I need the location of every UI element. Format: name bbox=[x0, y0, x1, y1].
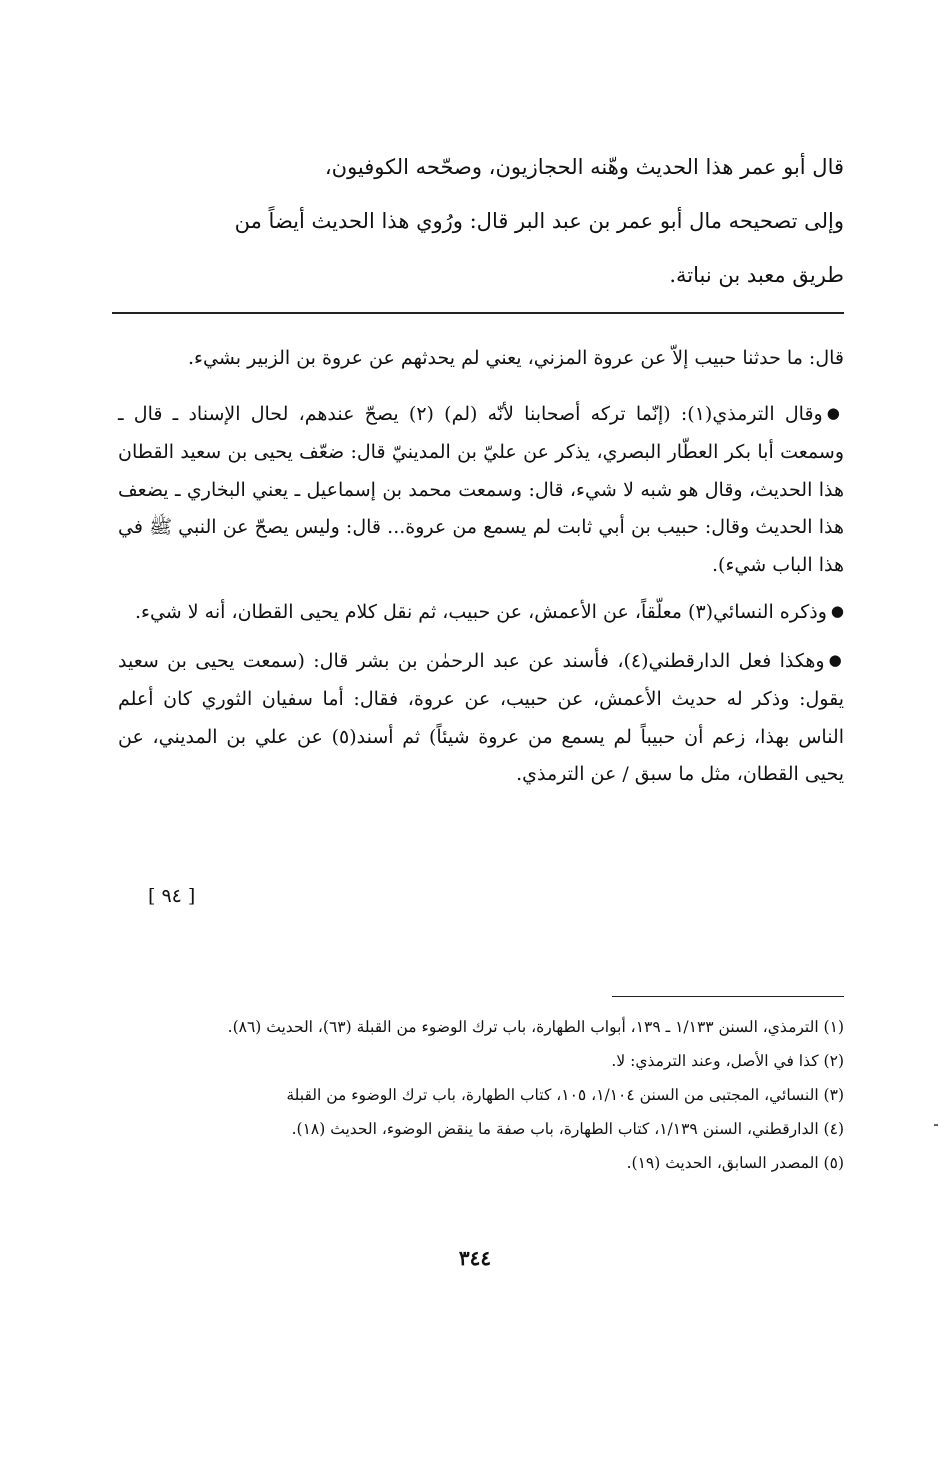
paragraph-3-text: وذكره النسائي(٣) معلّقاً، عن الأعمش، عن حبيب، ثم نقل كلام يحيى القطان، أنه لا شيء. bbox=[135, 601, 827, 623]
top-paragraph-line: طريق معبد بن نباتة. bbox=[669, 263, 844, 287]
footnote-divider bbox=[612, 996, 844, 997]
bullet-icon: ● bbox=[830, 602, 844, 620]
footnote-4: (٤) الدارقطني، السنن ١/١٣٩، كتاب الطهارة، باب صفة ما ينقض الوضوء، الحديث (١٨). bbox=[291, 1120, 844, 1138]
footnote-5: (٥) المصدر السابق، الحديث (١٩). bbox=[626, 1154, 844, 1172]
scan-mark bbox=[934, 1124, 938, 1126]
section-divider bbox=[112, 312, 844, 314]
bullet-icon: ● bbox=[828, 650, 844, 669]
footnote-3: (٣) النسائي، المجتبى من السنن ١/١٠٤، ١٠٥، كتاب الطهارة، باب ترك الوضوء من القبلة bbox=[286, 1086, 844, 1104]
top-paragraph-line: قال أبو عمر هذا الحديث وهّنه الحجازيون، وصحّحه الكوفيون، bbox=[324, 155, 844, 179]
footnotes bbox=[118, 1010, 844, 1180]
footnote-1: (١) الترمذي، السنن ١/١٣٣ ـ ١٣٩، أبواب الطهارة، باب ترك الوضوء من القبلة (٦٣)، الحديث (٨٦). bbox=[227, 1018, 844, 1036]
paragraph-3 bbox=[118, 594, 844, 633]
paragraph-4-text: وهكذا فعل الدارقطني(٤)، فأسند عن عبد الرحمٰن بن بشر قال: (سمعت يحيى بن سعيد يقول: وذكر له حديث الأعمش، عن حبيب، عن عروة، فقال: أما سفيان الثوري كان أعلم الناس بهذا، زعم أن حبيباً لم يسمع من عروة شيئاً) ثم أسند(٥) عن علي بن المديني، عن يحيى القطان، مثل ما سبق / عن الترمذي. bbox=[118, 649, 844, 785]
top-paragraph-line: وإلى تصحيحه مال أبو عمر بن عبد البر قال: ورُوي هذا الحديث أيضاً من bbox=[234, 209, 844, 233]
paragraph-2-text: وقال الترمذي(١): (إنّما تركه أصحابنا لأنّه (لم) (٢) يصحّ عندهم، لحال الإسناد ـ قال ـ وسمعت أبا بكر العطّار البصري، يذكر عن عليّ بن المدينيّ قال: ضعّف يحيى بن سعيد القطان هذا الحديث، وقال هو شبه لا شيء، قال: وسمعت محمد بن إسماعيل ـ يعني البخاري ـ يضعف هذا الحديث وقال: حبيب بن أبي ثابت لم يسمع من عروة... قال: وليس يصحّ عن النبي ﷺ في هذا الباب شيء). bbox=[118, 402, 844, 576]
bullet-icon: ● bbox=[826, 403, 844, 422]
paragraph-4 bbox=[118, 643, 844, 794]
footnote-2: (٢) كذا في الأصل، وعند الترمذي: لا. bbox=[611, 1052, 844, 1070]
paragraph-2 bbox=[118, 396, 844, 585]
paragraph-1: قال: ما حدثنا حبيب إلاّ عن عروة المزني، يعني لم يحدثهم عن عروة بن الزبير بشيء. bbox=[188, 347, 844, 369]
main-text bbox=[118, 340, 844, 804]
margin-page-reference: [ ٩٤ ] bbox=[148, 885, 196, 907]
page-number: ٣٤٤ bbox=[458, 1246, 492, 1270]
top-paragraph bbox=[118, 140, 844, 302]
